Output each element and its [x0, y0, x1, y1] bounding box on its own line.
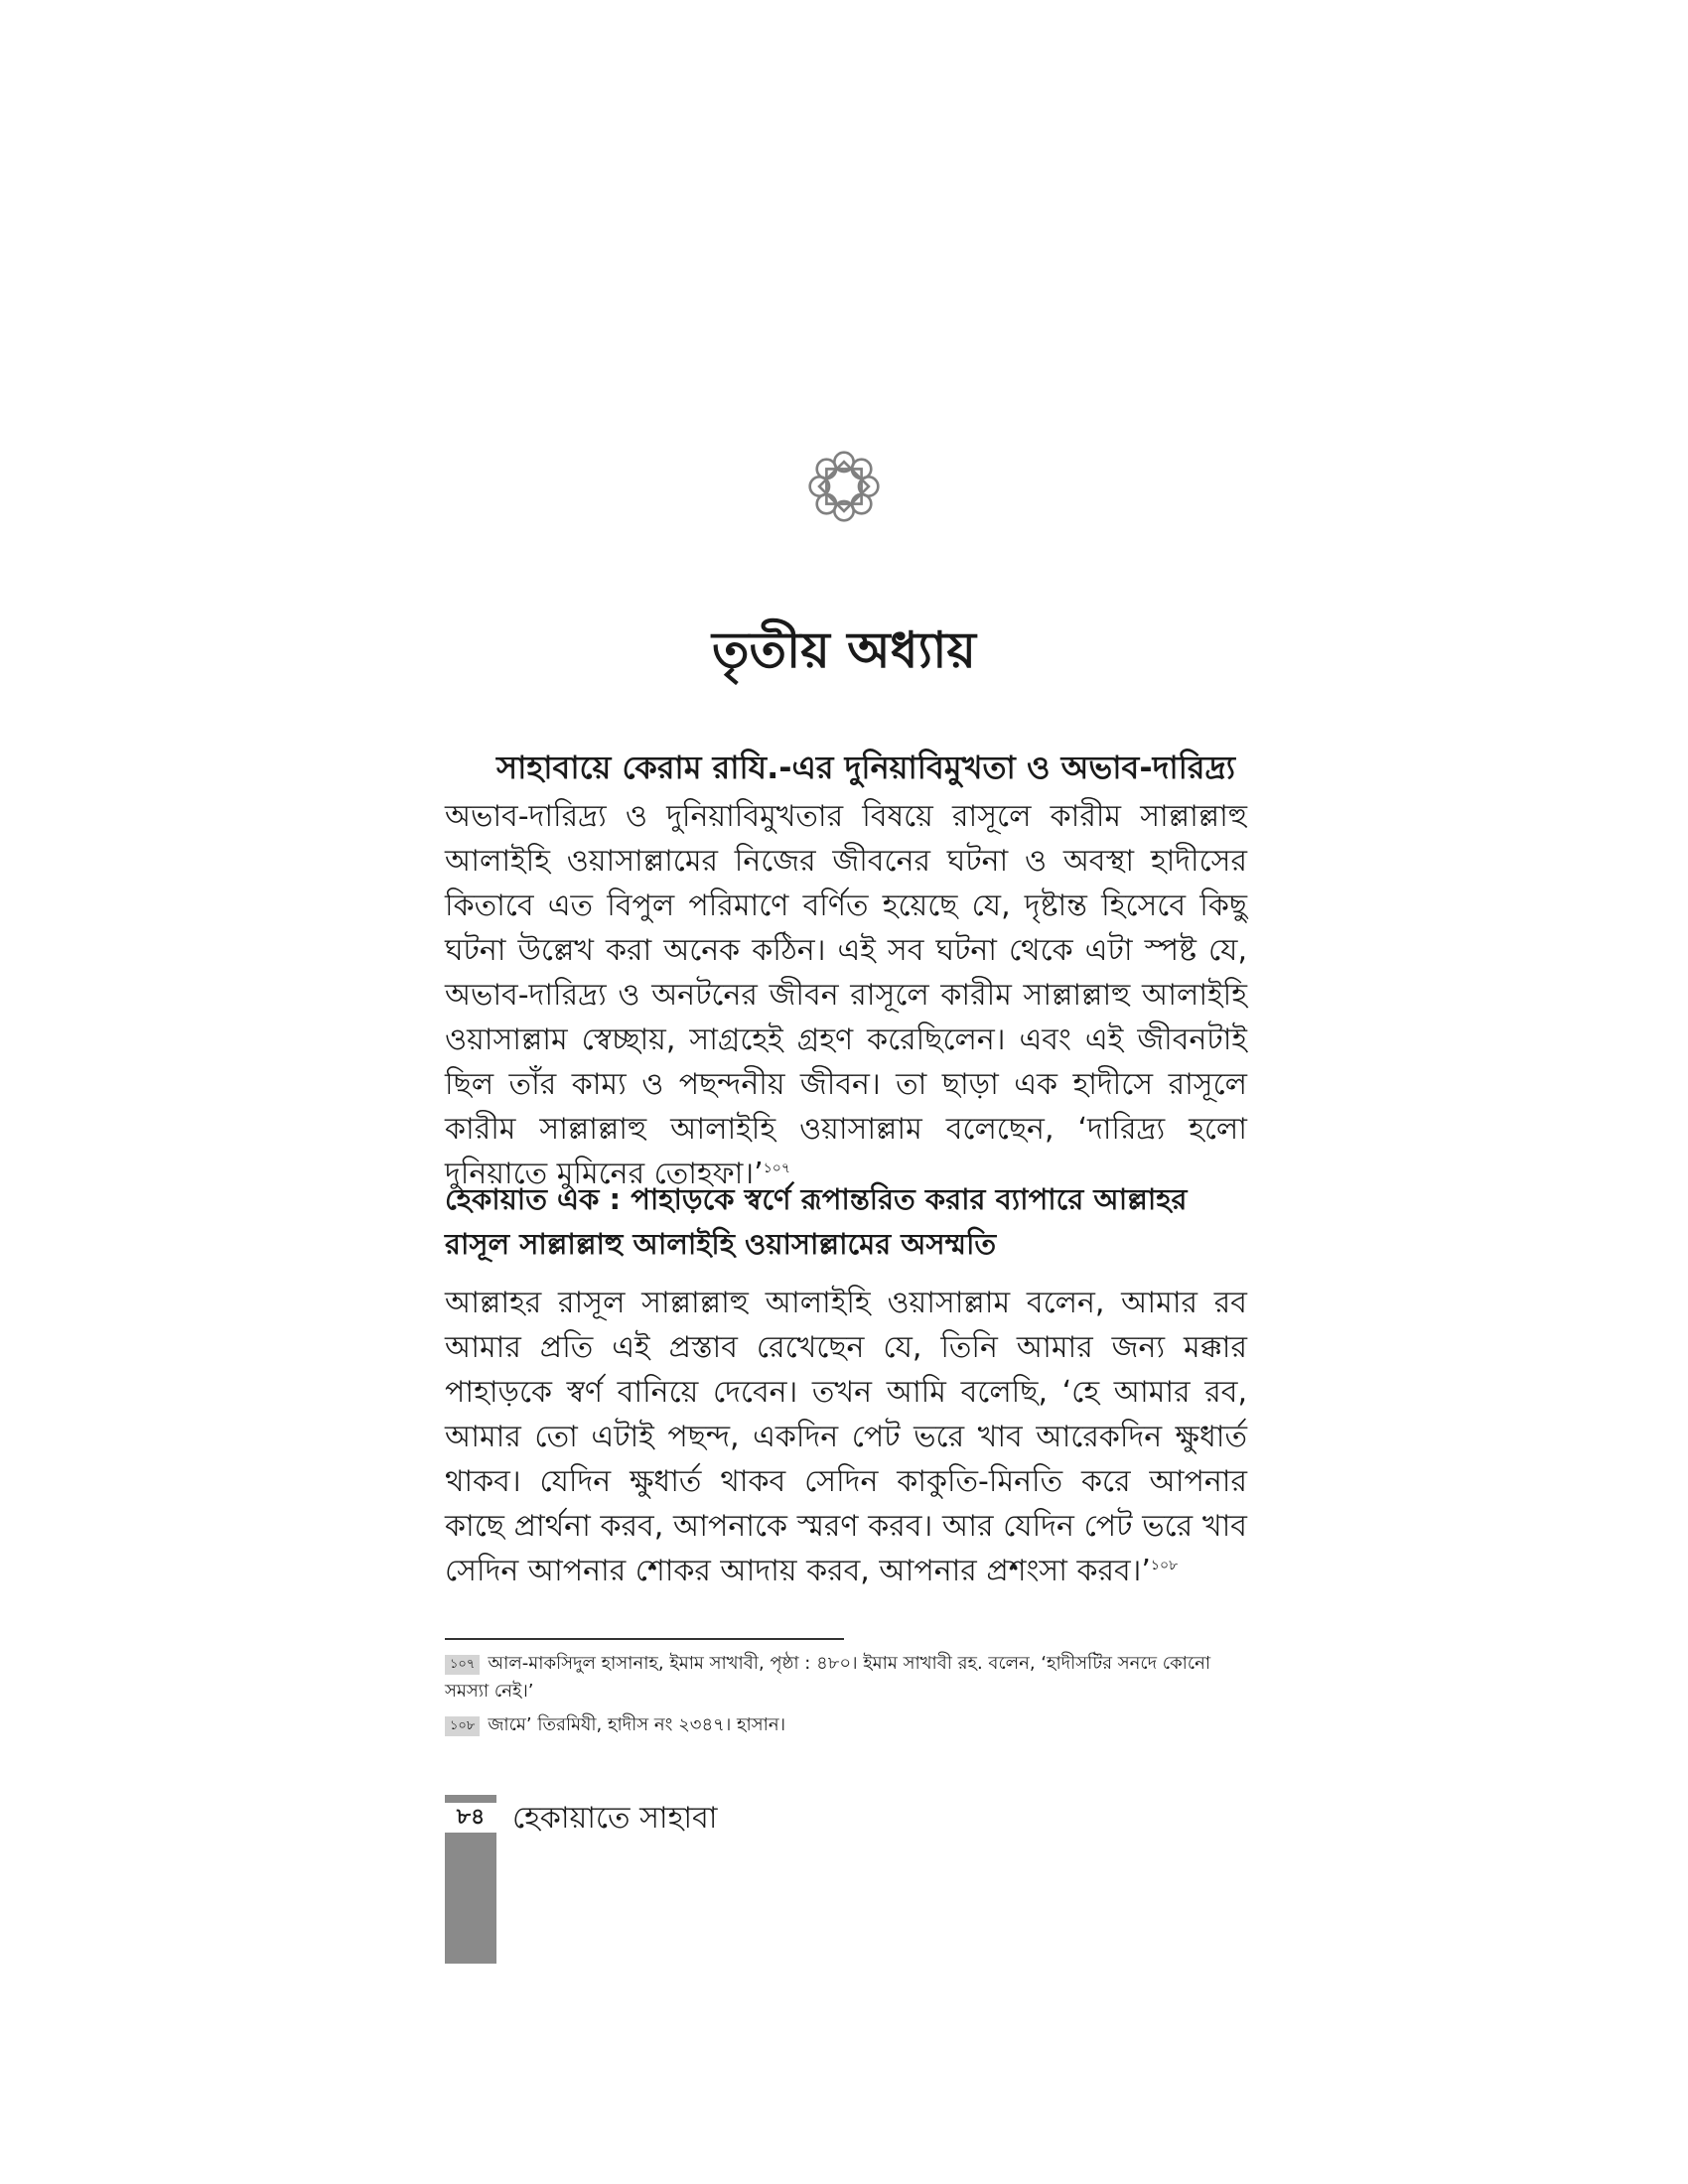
chapter-title: তৃতীয় অধ্যায়	[712, 621, 976, 679]
footnote-text: আল-মাকসিদুল হাসানাহ, ইমাম সাখাবী, পৃষ্ঠা : ৪৮০। ইমাম সাখাবী রহ. বলেন, ‘হাদীসটির সনদে কোনো সমস্যা নেই।’	[445, 1653, 1211, 1702]
footnote-divider	[445, 1638, 844, 1640]
hekayat-heading: হেকায়াত এক : পাহাড়কে স্বর্ণে রূপান্তরিত করার ব্যাপারে আল্লাহর রাসূল সাল্লাল্লাহু আলাইহি ওয়াসাল্লামের অসম্মতি	[445, 1182, 1188, 1261]
body-paragraph	[445, 794, 1247, 1196]
running-title: হেকায়াতে সাহাবা	[512, 1801, 718, 1836]
geometric-star-ornament-icon	[800, 443, 888, 530]
footnote-number: ১০৮	[445, 1716, 480, 1736]
paragraph-text: আল্লাহর রাসূল সাল্লাল্লাহু আলাইহি ওয়াসাল্লাম বলেন, আমার রব আমার প্রতি এই প্রস্তাব রেখেছেন যে, তিনি আমার জন্য মক্কার পাহাড়কে স্বর্ণ বানিয়ে দেবেন। তখন আমি বলেছি, ‘হে আমার রব, আমার তো এটাই পছন্দ, একদিন পেট ভরে খাব আরেকদিন ক্ষুধার্ত থাকব। যেদিন ক্ষুধার্ত থাকব সেদিন কাকুতি-মিনতি করে আপনার কাছে প্রার্থনা করব, আপনাকে স্মরণ করব। আর যেদিন পেট ভরে খাব সেদিন আপনার শোকর আদায় করব, আপনার প্রশংসা করব।’	[445, 1286, 1247, 1588]
footnote	[445, 1650, 1247, 1706]
body-paragraph	[445, 1281, 1247, 1593]
page-number: ৮৪	[445, 1803, 496, 1833]
paragraph-text: অভাব-দারিদ্র্য ও দুনিয়াবিমুখতার বিষয়ে রাসূলে কারীম সাল্লাল্লাহু আলাইহি ওয়াসাল্লামের নিজের জীবনের ঘটনা ও অবস্থা হাদীসের কিতাবে এত বিপুল পরিমাণে বর্ণিত হয়েছে যে, দৃষ্টান্ত হিসেবে কিছু ঘটনা উল্লেখ করা অনেক কঠিন। এই সব ঘটনা থেকে এটা স্পষ্ট যে, অভাব-দারিদ্র্য ও অনটনের জীবন রাসূলে কারীম সাল্লাল্লাহু আলাইহি ওয়াসাল্লাম স্বেচ্ছায়, সাগ্রহেই গ্রহণ করেছিলেন। এবং এই জীবনটাই ছিল তাঁর কাম্য ও পছন্দনীয় জীবন। তা ছাড়া এক হাদীসে রাসূলে কারীম সাল্লাল্লাহু আলাইহি ওয়াসাল্লাম বলেছেন, ‘দারিদ্র্য হলো দুনিয়াতে মুমিনের তোহফা।’	[445, 799, 1247, 1191]
footnote-text: জামে’ তিরমিযী, হাদীস নং ২৩৪৭। হাসান।	[488, 1714, 786, 1735]
footnotes	[445, 1650, 1247, 1745]
footnote-number: ১০৭	[445, 1655, 480, 1675]
footnote-ref[interactable]: ১০৮	[1150, 1558, 1179, 1573]
section-title: সাহাবায়ে কেরাম রাযি.-এর দুনিয়াবিমুখতা ও অভাব-দারিদ্র্য	[496, 749, 1235, 786]
footnote	[445, 1711, 1247, 1739]
footnote-ref[interactable]: ১০৭	[763, 1160, 790, 1176]
